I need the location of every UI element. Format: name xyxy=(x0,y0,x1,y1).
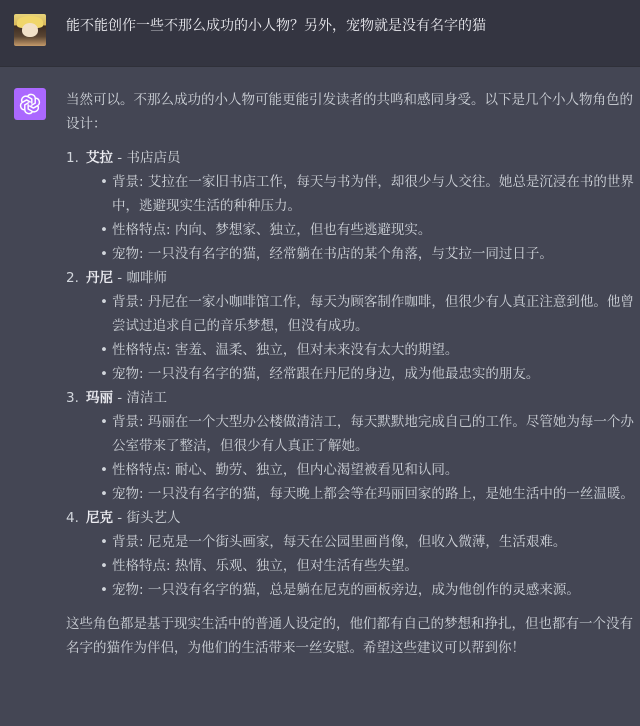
detail-item: • 宠物: 一只没有名字的猫，经常跟在丹尼的身边，成为他最忠实的朋友。 xyxy=(100,362,634,386)
character-list xyxy=(66,146,634,602)
avatar-face xyxy=(22,23,38,37)
assistant-outro: 这些角色都是基于现实生活中的普通人设定的，他们都有自己的梦想和挣扎，但也都有一个没有名字的猫作为伴侣，为他们的生活带来一丝安慰。希望这些建议可以帮到你！ xyxy=(66,616,633,656)
assistant-message-content xyxy=(66,88,634,660)
detail-item: • 宠物: 一只没有名字的猫，经常躺在书店的某个角落，与艾拉一同过日子。 xyxy=(100,242,634,266)
assistant-intro: 当然可以。不那么成功的小人物可能更能引发读者的共鸣和感同身受。以下是几个小人物角色的设计： xyxy=(66,92,633,132)
detail-item: • 性格特点: 害羞、温柔、独立，但对未来没有太大的期望。 xyxy=(100,338,634,362)
detail-item: • 宠物: 一只没有名字的猫，每天晚上都会等在玛丽回家的路上，是她生活中的一丝温暖。 xyxy=(100,482,634,506)
character-details xyxy=(86,410,634,506)
assistant-message-row xyxy=(0,67,640,726)
character-details xyxy=(86,170,634,266)
character-number: 3. xyxy=(66,390,79,406)
detail-item: • 背景: 艾拉在一家旧书店工作，每天与书为伴，却很少与人交往。她总是沉浸在书的世界中，逃避现实生活的种种压力。 xyxy=(100,170,634,218)
character-item xyxy=(66,146,634,266)
detail-item: • 背景: 尼克是一个街头画家，每天在公园里画肖像，但收入微薄，生活艰难。 xyxy=(100,530,634,554)
character-number: 2. xyxy=(66,270,79,286)
user-avatar xyxy=(14,14,46,46)
detail-item: • 背景: 玛丽在一个大型办公楼做清洁工，每天默默地完成自己的工作。尽管她为每一个办公室带来了整洁，但很少有人真正了解她。 xyxy=(100,410,634,458)
detail-item: • 宠物: 一只没有名字的猫，总是躺在尼克的画板旁边，成为他创作的灵感来源。 xyxy=(100,578,634,602)
user-message-text: 能不能创作一些不那么成功的小人物？另外，宠物就是没有名字的猫 xyxy=(66,18,486,34)
detail-item: • 性格特点: 热情、乐观、独立，但对生活有些失望。 xyxy=(100,554,634,578)
character-role: - 书店店员 xyxy=(113,150,181,166)
character-item xyxy=(66,266,634,386)
character-role: - 清洁工 xyxy=(113,390,167,406)
character-item xyxy=(66,506,634,602)
character-item xyxy=(66,386,634,506)
detail-item: • 性格特点: 耐心、勤劳、独立，但内心渴望被看见和认同。 xyxy=(100,458,634,482)
character-name: 丹尼 xyxy=(86,270,113,286)
character-number: 1. xyxy=(66,150,79,166)
character-name: 玛丽 xyxy=(86,390,113,406)
character-role: - 街头艺人 xyxy=(113,510,181,526)
character-number: 4. xyxy=(66,510,79,526)
character-name: 艾拉 xyxy=(86,150,113,166)
character-name: 尼克 xyxy=(86,510,113,526)
user-message-row xyxy=(0,0,640,67)
detail-item: • 性格特点: 内向、梦想家、独立，但也有些逃避现实。 xyxy=(100,218,634,242)
detail-item: • 背景: 丹尼在一家小咖啡馆工作，每天为顾客制作咖啡，但很少有人真正注意到他。他曾尝试过追求自己的音乐梦想，但没有成功。 xyxy=(100,290,634,338)
character-role: - 咖啡师 xyxy=(113,270,167,286)
character-details xyxy=(86,290,634,386)
character-details xyxy=(86,530,634,602)
openai-logo-icon xyxy=(14,88,46,120)
